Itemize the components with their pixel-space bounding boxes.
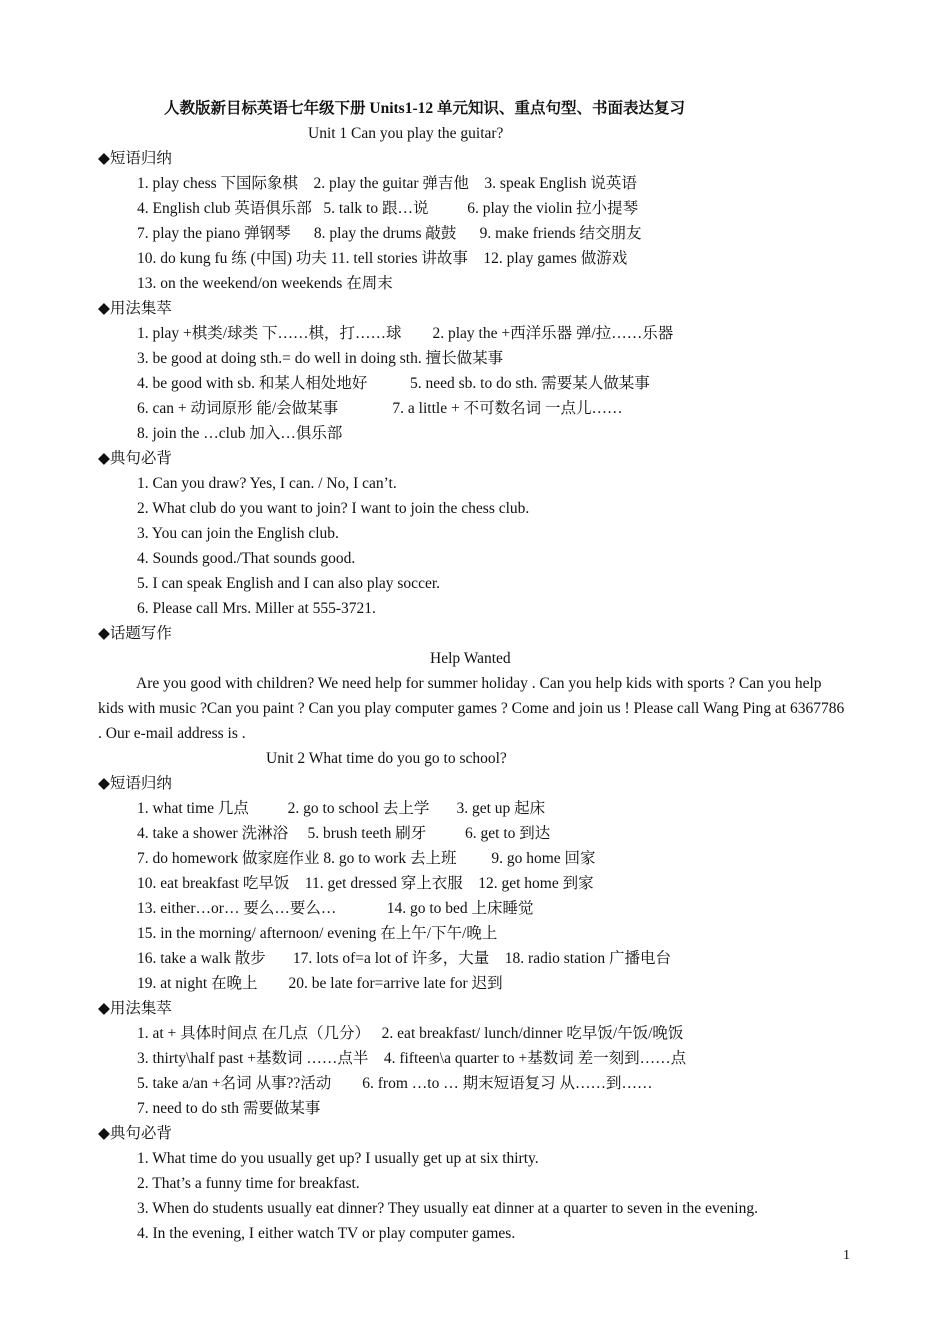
unit1-usage-line: 6. can + 动词原形 能/会做某事 7. a little + 不可数名词 一点儿…… (137, 400, 623, 417)
unit1-sentence-line: 1. Can you draw? Yes, I can. / No, I can’t. (137, 475, 397, 492)
unit2-sentence-line: 1. What time do you usually get up? I usually get up at six thirty. (137, 1150, 539, 1167)
unit2-phrase-line: 1. what time 几点 2. go to school 去上学 3. get up 起床 (137, 800, 546, 817)
unit1-phrase-line: 10. do kung fu 练 (中国) 功夫 11. tell stories 讲故事 12. play games 做游戏 (137, 250, 628, 267)
unit2-phrase-line: 7. do homework 做家庭作业 8. go to work 去上班 9. go home 回家 (137, 850, 596, 867)
unit2-section-phrases: ◆短语归纳 (98, 775, 172, 792)
unit1-heading: Unit 1 Can you play the guitar? (308, 125, 504, 142)
unit1-phrase-line: 13. on the weekend/on weekends 在周末 (137, 275, 393, 292)
unit2-sentence-line: 3. When do students usually eat dinner? They usually eat dinner at a quarter to seven in the evening. (137, 1200, 758, 1217)
unit2-phrase-line: 13. either…or… 要么…要么… 14. go to bed 上床睡觉 (137, 900, 534, 917)
unit2-phrase-line: 19. at night 在晚上 20. be late for=arrive late for 迟到 (137, 975, 503, 992)
unit1-section-sentences: ◆典句必背 (98, 450, 172, 467)
document-title: 人教版新目标英语七年级下册 Units1-12 单元知识、重点句型、书面表达复习 (164, 100, 685, 117)
unit2-phrase-line: 10. eat breakfast 吃早饭 11. get dressed 穿上衣服 12. get home 到家 (137, 875, 594, 892)
unit2-section-usage: ◆用法集萃 (98, 1000, 172, 1017)
unit1-sentence-line: 3. You can join the English club. (137, 525, 339, 542)
unit2-usage-line: 1. at + 具体时间点 在几点（几分） 2. eat breakfast/ lunch/dinner 吃早饭/午饭/晚饭 (137, 1025, 684, 1042)
unit1-usage-line: 4. be good with sb. 和某人相处地好 5. need sb. to do sth. 需要某人做某事 (137, 375, 650, 392)
unit1-sentence-line: 2. What club do you want to join? I want to join the chess club. (137, 500, 530, 517)
unit1-usage-line: 3. be good at doing sth.= do well in doing sth. 擅长做某事 (137, 350, 504, 367)
unit2-sentence-line: 4. In the evening, I either watch TV or play computer games. (137, 1225, 516, 1242)
unit1-phrase-line: 7. play the piano 弹钢琴 8. play the drums 敲鼓 9. make friends 结交朋友 (137, 225, 642, 242)
unit2-usage-line: 7. need to do sth 需要做某事 (137, 1100, 321, 1117)
unit2-phrase-line: 16. take a walk 散步 17. lots of=a lot of 许多，大量 18. radio station 广播电台 (137, 950, 671, 967)
unit1-usage-line: 8. join the …club 加入…俱乐部 (137, 425, 343, 442)
unit2-heading: Unit 2 What time do you go to school? (266, 750, 507, 767)
unit1-usage-line: 1. play +棋类/球类 下……棋，打……球 2. play the +西洋乐器 弹/拉……乐器 (137, 325, 674, 342)
unit1-sentence-line: 4. Sounds good./That sounds good. (137, 550, 356, 567)
unit1-sentence-line: 5. I can speak English and I can also play soccer. (137, 575, 441, 592)
unit2-usage-line: 5. take a/an +名词 从事??活动 6. from …to … 期末短语复习 从……到…… (137, 1075, 653, 1092)
unit1-sentence-line: 6. Please call Mrs. Miller at 555-3721. (137, 600, 376, 617)
unit1-section-usage: ◆用法集萃 (98, 300, 172, 317)
writing-title: Help Wanted (430, 650, 511, 667)
unit1-phrase-line: 1. play chess 下国际象棋 2. play the guitar 弹吉他 3. speak English 说英语 (137, 175, 637, 192)
unit1-section-phrases: ◆短语归纳 (98, 150, 172, 167)
unit2-sentence-line: 2. That’s a funny time for breakfast. (137, 1175, 360, 1192)
unit2-section-sentences: ◆典句必背 (98, 1125, 172, 1142)
unit1-phrase-line: 4. English club 英语俱乐部 5. talk to 跟…说 6. play the violin 拉小提琴 (137, 200, 639, 217)
unit2-phrase-line: 15. in the morning/ afternoon/ evening 在上午/下午/晚上 (137, 925, 498, 942)
page-number: 1 (843, 1248, 850, 1263)
unit2-phrase-line: 4. take a shower 洗淋浴 5. brush teeth 刷牙 6. get to 到达 (137, 825, 551, 842)
unit1-section-writing: ◆话题写作 (98, 625, 172, 642)
writing-body: Are you good with children? We need help for summer holiday . Can you help kids with sports ? Can you help kids with music ?Can you paint ? Can you play computer games ? Come and join us ! Please call Wang Ping at 6367786 . Our e-mail address is . (98, 675, 845, 742)
unit2-usage-line: 3. thirty\half past +基数词 ……点半 4. fifteen\a quarter to +基数词 差一刻到……点 (137, 1050, 687, 1067)
